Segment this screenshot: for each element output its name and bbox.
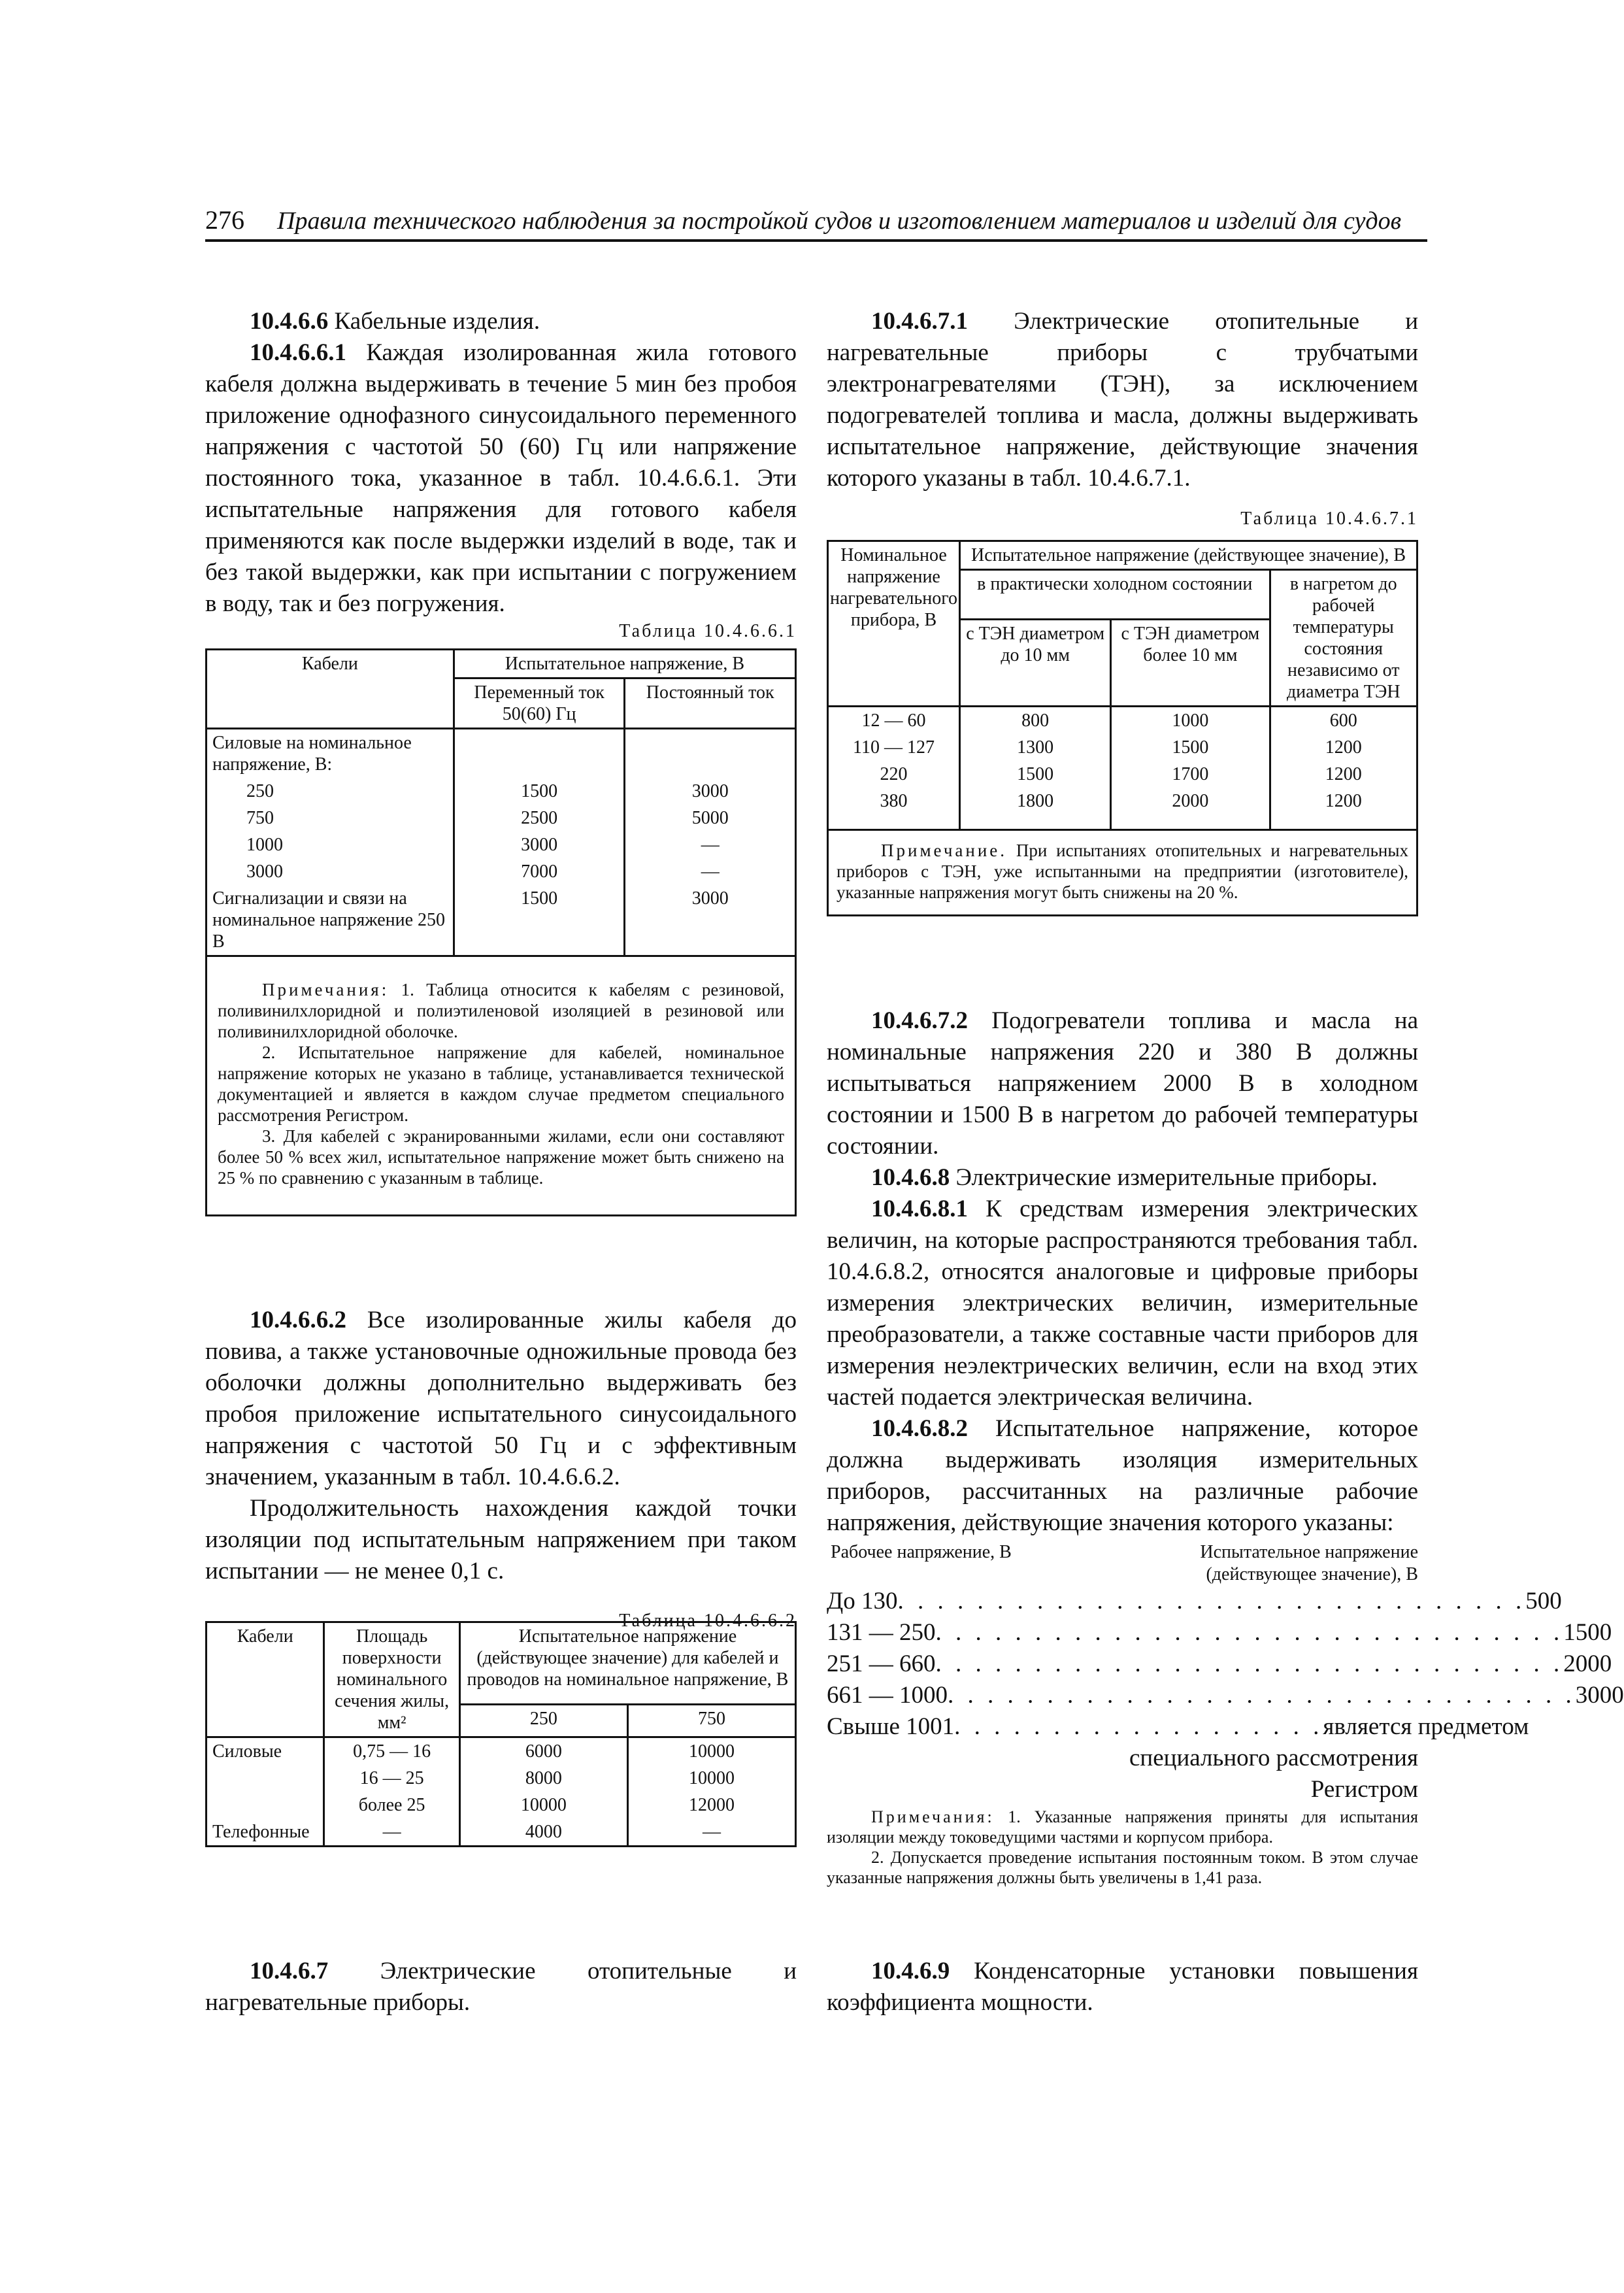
list-item: 251 — 660 . . . . . . . . . . . . . . . . . . . . . . . . . . . . . . . . 2000: [827, 1650, 1612, 1677]
table-cell: 12 — 60: [828, 707, 960, 735]
paragraph: 10.4.6.7.1 Электрические отопительные и нагревательные приборы с трубчатыми электронагревателями (ТЭН), за исключением подогревателей топлива и масла, должны выдерживать испытательное напряжение, действующие значения которого указаны в табл. 10.4.6.7.1.: [827, 308, 1418, 492]
table-cell: 3000: [207, 858, 454, 885]
table-header-cell: 750: [627, 1704, 795, 1737]
voltage-list: [827, 1541, 1624, 1805]
table-cell: 1300: [960, 734, 1111, 761]
table-cell: 1500: [454, 885, 625, 956]
table-cell: Телефонные: [207, 1818, 324, 1847]
table-cell: более 25: [324, 1792, 459, 1818]
left-column-bottom: [205, 1956, 797, 2018]
list-item: Свыше 1001 . . . . . . . . . . . . . . . . . . . является предметом: [827, 1713, 1529, 1740]
list-item-cont: Регистром: [1310, 1776, 1418, 1803]
table-cell: Силовые: [207, 1737, 324, 1766]
table-cell: 250: [207, 778, 454, 805]
list-notes: Примечания: 1. Указанные напряжения приняты для испытания изоляции между токоведущими частями и корпусом прибора. 2. Допускается проведение испытания постоянным током. В этом случае указанные напряжения должны быть увеличены в 1,41 раза.: [827, 1807, 1418, 1887]
table-header-cell: с ТЭН диаметром более 10 мм: [1111, 620, 1270, 707]
table-cell: 5000: [625, 805, 796, 831]
paragraph: 10.4.6.9 Конденсаторные установки повышения коэффициента мощности.: [827, 1958, 1418, 2016]
table-cell: Силовые на номинальное напряжение, В:: [207, 729, 454, 778]
table-cell: 7000: [454, 858, 625, 885]
table-cell: 1500: [960, 761, 1111, 788]
left-column-lower: [205, 1305, 797, 1633]
table-cell: 1200: [1270, 788, 1417, 830]
table-cell: 800: [960, 707, 1111, 735]
table-caption: Таблица 10.4.6.6.1: [619, 621, 797, 641]
table-cell: 16 — 25: [324, 1765, 459, 1792]
table-10-4-6-6-2: [205, 1621, 797, 1847]
table-cell: —: [625, 858, 796, 885]
page-number: 276: [205, 205, 244, 235]
paragraph: Продолжительность нахождения каждой точки изоляции под испытательным напряжением при таком испытании — не менее 0,1 с.: [205, 1495, 797, 1584]
table-cell: —: [625, 831, 796, 858]
table-caption: Таблица 10.4.6.7.1: [1240, 509, 1418, 529]
table-cell: 1200: [1270, 734, 1417, 761]
right-column-bottom: [827, 1956, 1418, 2018]
table-cell: 3000: [625, 885, 796, 956]
list-header: Испытательное напряжение (действующее значение), В: [1200, 1542, 1418, 1584]
list-item: 661 — 1000 . . . . . . . . . . . . . . . . . . . . . . . . . . . . . . . . 3000: [827, 1682, 1624, 1709]
table-cell: 6000: [459, 1737, 627, 1766]
table-cell: 12000: [627, 1792, 795, 1818]
section-heading: 10.4.6.6 Кабельные изделия.: [250, 308, 540, 335]
table-cell: 4000: [459, 1818, 627, 1847]
running-title: Правила технического наблюдения за постройкой судов и изготовлением материалов и изделий для судов: [277, 207, 1402, 235]
paragraph: 10.4.6.6.2 Все изолированные жилы кабеля до повива, а также установочные одножильные провода без оболочки должны дополнительно выдерживать без пробоя приложение испытательного синусоидального напряжения с частотой 50 Гц и с эффективным значением, указанным в табл. 10.4.6.6.2.: [205, 1307, 797, 1490]
table-header-cell: Испытательное напряжение (действующее значение), В: [960, 541, 1417, 570]
table-header-cell: в нагретом до рабочей температуры состояния независимо от диаметра ТЭН: [1270, 570, 1417, 707]
table-cell: 110 — 127: [828, 734, 960, 761]
table-header-cell: Номинальное напряжение нагревательного прибора, В: [828, 541, 960, 707]
table-header-cell: Площадь поверхности номинального сечения жилы, мм²: [324, 1622, 459, 1737]
table-notes: Примечания: 1. Таблица относится к кабелям с резиновой, поливинилхлоридной и полиэтиленовой изоляцией в резиновой или поливинилхлоридной оболочке. 2. Испытательное напряжение для кабелей, номинальное напряжение которых не указано в таблице, устанавливается технической документацией и является в каждом случае предметом специального рассмотрения Регистром. 3. Для кабелей с экранированными жилами, если они составляют более 50 % всех жил, испытательное напряжение может быть снижено на 25 % по сравнению с указанным в таблице.: [218, 980, 784, 1188]
table-cell: 600: [1270, 707, 1417, 735]
left-column: [205, 306, 797, 643]
table-cell: —: [627, 1818, 795, 1847]
table-cell: 1500: [454, 778, 625, 805]
list-item: До 130 . . . . . . . . . . . . . . . . . . . . . . . . . . . . . . . . 500: [827, 1588, 1562, 1615]
list-item: 131 — 250 . . . . . . . . . . . . . . . . . . . . . . . . . . . . . . . . 1500: [827, 1619, 1612, 1646]
running-header: [205, 196, 1427, 242]
table-cell: 10000: [459, 1792, 627, 1818]
table-cell: 10000: [627, 1765, 795, 1792]
table-cell: 1500: [1111, 734, 1270, 761]
section-heading: 10.4.6.8 Электрические измерительные приборы.: [871, 1164, 1378, 1191]
paragraph: 10.4.6.7.2 Подогреватели топлива и масла на номинальные напряжения 220 и 380 В должны испытываться напряжением 2000 В в холодном состоянии и 1500 В в нагретом до рабочей температуры состоянии.: [827, 1007, 1418, 1160]
table-cell: 3000: [625, 778, 796, 805]
table-header-cell: Кабели: [207, 1622, 324, 1737]
table-cell: 2500: [454, 805, 625, 831]
table-header-cell: 250: [459, 1704, 627, 1737]
table-header-cell: Кабели: [207, 650, 454, 729]
table-notes: Примечание. При испытаниях отопительных и нагревательных приборов с ТЭН, уже испытанными на предприятии (изготовителе), указанные напряжения могут быть снижены на 20 %.: [837, 841, 1408, 902]
table-cell: 1200: [1270, 761, 1417, 788]
table-header-cell: с ТЭН диаметром до 10 мм: [960, 620, 1111, 707]
table-cell: 750: [207, 805, 454, 831]
table-10-4-6-7-1: [827, 540, 1418, 916]
table-10-4-6-6-1: [205, 648, 797, 1216]
table-cell: 220: [828, 761, 960, 788]
table-cell: 1000: [207, 831, 454, 858]
table-header-cell: Постоянный ток: [625, 678, 796, 729]
right-column: [827, 306, 1418, 531]
paragraph: 10.4.6.7 Электрические отопительные и нагревательные приборы.: [205, 1958, 797, 2016]
table-header-cell: Испытательное напряжение (действующее значение) для кабелей и проводов на номинальное напряжение, В: [459, 1622, 795, 1705]
list-item-cont: специального рассмотрения: [1129, 1745, 1418, 1771]
paragraph: 10.4.6.8.1 К средствам измерения электрических величин, на которые распространяются требования табл. 10.4.6.8.2, относятся аналоговые и цифровые приборы измерения электрических величин, измерительные преобразователи, а также составные части приборов для измерения неэлектрических величин, если на вход этих частей подается электрическая величина.: [827, 1196, 1418, 1411]
table-header-cell: Переменный ток 50(60) Гц: [454, 678, 625, 729]
table-cell: 1000: [1111, 707, 1270, 735]
table-cell: 1800: [960, 788, 1111, 830]
list-header: Рабочее напряжение, В: [831, 1542, 1012, 1562]
table-cell: —: [324, 1818, 459, 1847]
table-cell: 0,75 — 16: [324, 1737, 459, 1766]
table-header-cell: Испытательное напряжение, В: [454, 650, 795, 678]
paragraph: 10.4.6.8.2 Испытательное напряжение, которое должна выдерживать изоляция измерительных приборов, рассчитанных на различные рабочие напряжения, действующие значения которого указаны:: [827, 1415, 1418, 1536]
table-cell: Сигнализации и связи на номинальное напряжение 250 В: [207, 885, 454, 956]
table-caption: Таблица 10.4.6.6.2: [619, 1611, 797, 1631]
table-header-cell: в практически холодном состоянии: [960, 570, 1270, 620]
table-cell: 380: [828, 788, 960, 830]
table-cell: 8000: [459, 1765, 627, 1792]
right-column-lower: [827, 1005, 1624, 1888]
table-cell: 1700: [1111, 761, 1270, 788]
table-cell: 10000: [627, 1737, 795, 1766]
paragraph: 10.4.6.6.1 Каждая изолированная жила готового кабеля должна выдерживать в течение 5 мин без пробоя приложение однофазного синусоидального переменного напряжения с частотой 50 (60) Гц или напряжение постоянного тока, указанное в табл. 10.4.6.6.1. Эти испытательные напряжения для готового кабеля применяются как после выдержки изделий в воде, так и без такой выдержки, как при испытании с погружением в воду, так и без погружения.: [205, 339, 797, 617]
table-cell: 2000: [1111, 788, 1270, 830]
table-cell: 3000: [454, 831, 625, 858]
